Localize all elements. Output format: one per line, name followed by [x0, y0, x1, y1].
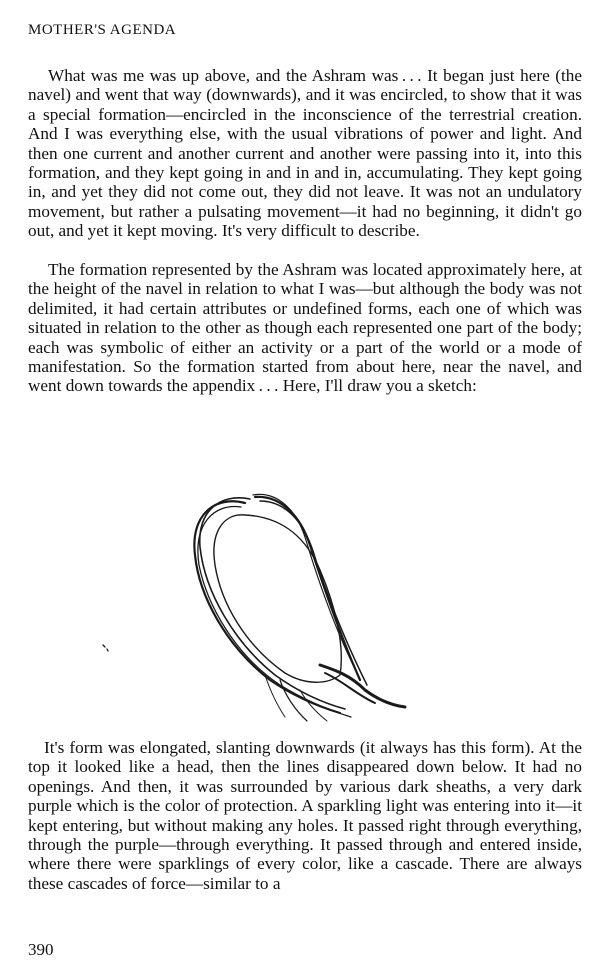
page-number: 390	[28, 940, 54, 959]
paragraph-3: It's form was elongated, slanting downwards (it always has this form). At the top it looked like a head, then the lines disappeared down below. It had no openings. And then, it was surrounded by various dark sheaths, a very dark purple which is the color of protection. A sparkling light was entering into it—it kept entering, but without making any holes. It passed right through everything, through the purple—through everything. It passed through and entered inside, where there were sparklings of every color, like a cascade. There are always these cascades of force—similar to a	[28, 738, 582, 893]
paragraph-1: What was me was up above, and the Ashram was . . . It began just here (the navel) and went that way (downwards), and it was encircled, to show that it was a special formation—encircled in the inconscience of the terrestrial creation. And I was everything else, with the usual vibrations of power and light. And then one current and another current and another were passing into it, into this formation, and they kept going in and in and in, accumulating. They kept going in, and yet they did not come out, they did not leave. It was not an undulatory movement, but rather a pulsating movement—it had no beginning, it didn't go out, and yet it kept moving. It's very difficult to describe.	[28, 66, 582, 241]
hand-drawn-sketch	[95, 485, 415, 725]
paragraph-2: The formation represented by the Ashram was located approximately here, at the height of the navel in relation to what I was—but although the body was not delimited, it had certain attributes or undefined forms, each one of which was situated in relation to the other as though each represented one part of the body; each was symbolic of either an activity or a part of the world or a mode of manifestation. So the formation started from about here, near the navel, and went down towards the appendix . . . Here, I'll draw you a sketch:	[28, 260, 582, 396]
running-head: MOTHER'S AGENDA	[28, 22, 177, 38]
